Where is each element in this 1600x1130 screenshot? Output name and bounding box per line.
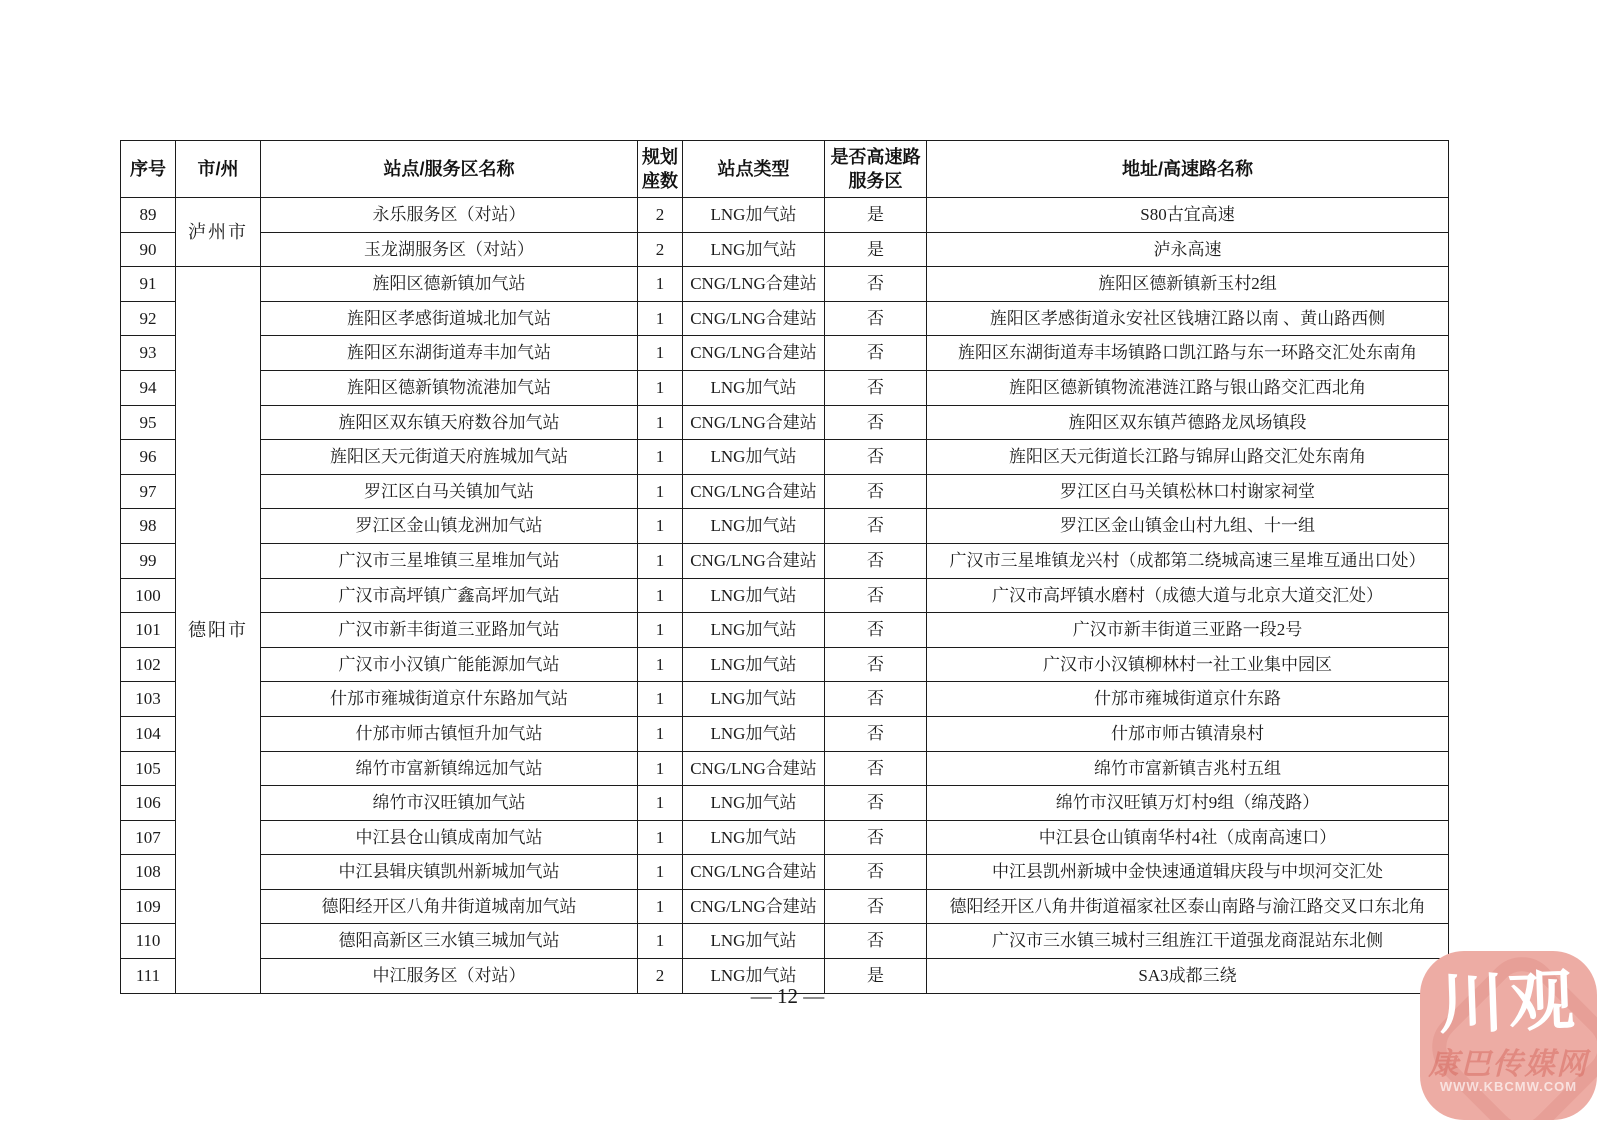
cell-index: 103	[121, 682, 176, 717]
cell-address: SA3成都三绕	[927, 959, 1449, 994]
cell-station-type: CNG/LNG合建站	[683, 405, 825, 440]
cell-planned-count: 1	[638, 301, 683, 336]
cell-highway-flag: 是	[825, 959, 927, 994]
cell-station-type: CNG/LNG合建站	[683, 889, 825, 924]
cell-index: 101	[121, 613, 176, 648]
cell-address: 广汉市三星堆镇龙兴村（成都第二绕城高速三星堆互通出口处）	[927, 543, 1449, 578]
cell-station-name: 中江县仓山镇成南加气站	[261, 820, 638, 855]
table-row	[121, 370, 1449, 405]
cell-station-type: LNG加气站	[683, 370, 825, 405]
cell-station-type: LNG加气站	[683, 578, 825, 613]
cell-address: 中江县凯州新城中金快速通道辑庆段与中坝河交汇处	[927, 855, 1449, 890]
cell-highway-flag: 否	[825, 924, 927, 959]
cell-highway-flag: 否	[825, 474, 927, 509]
cell-highway-flag: 否	[825, 578, 927, 613]
cell-address: 广汉市新丰街道三亚路一段2号	[927, 613, 1449, 648]
cell-planned-count: 1	[638, 647, 683, 682]
table-row	[121, 647, 1449, 682]
cell-station-name: 旌阳区天元街道天府旌城加气站	[261, 440, 638, 475]
cell-station-name: 什邡市雍城街道京什东路加气站	[261, 682, 638, 717]
cell-highway-flag: 否	[825, 440, 927, 475]
cell-station-type: LNG加气站	[683, 820, 825, 855]
table-header-row	[121, 141, 1449, 198]
header-index: 序号	[121, 141, 176, 198]
cell-highway-flag: 否	[825, 509, 927, 544]
cell-address: 中江县仓山镇南华村4社（成南高速口）	[927, 820, 1449, 855]
cell-address: 广汉市小汉镇柳林村一社工业集中园区	[927, 647, 1449, 682]
table-row	[121, 405, 1449, 440]
table-row	[121, 509, 1449, 544]
cell-index: 108	[121, 855, 176, 890]
cell-index: 110	[121, 924, 176, 959]
cell-index: 89	[121, 198, 176, 233]
cell-address: 罗江区白马关镇松林口村谢家祠堂	[927, 474, 1449, 509]
cell-planned-count: 2	[638, 198, 683, 233]
cell-index: 94	[121, 370, 176, 405]
watermark-subtitle: 康巴传媒网	[1428, 1048, 1589, 1081]
cell-planned-count: 1	[638, 405, 683, 440]
cell-address: 旌阳区天元街道长江路与锦屏山路交汇处东南角	[927, 440, 1449, 475]
cell-highway-flag: 否	[825, 751, 927, 786]
cell-index: 97	[121, 474, 176, 509]
cell-index: 105	[121, 751, 176, 786]
cell-station-type: LNG加气站	[683, 959, 825, 994]
cell-highway-flag: 否	[825, 820, 927, 855]
cell-planned-count: 1	[638, 267, 683, 302]
table-row	[121, 301, 1449, 336]
table-row	[121, 198, 1449, 233]
cell-station-name: 绵竹市汉旺镇加气站	[261, 786, 638, 821]
cell-planned-count: 1	[638, 578, 683, 613]
cell-address: 什邡市师古镇清泉村	[927, 716, 1449, 751]
watermark-title: 川观	[1437, 964, 1580, 1043]
cell-planned-count: 1	[638, 682, 683, 717]
cell-highway-flag: 否	[825, 647, 927, 682]
cell-station-type: LNG加气站	[683, 232, 825, 267]
cell-address: 旌阳区东湖街道寿丰场镇路口凯江路与东一环路交汇处东南角	[927, 336, 1449, 371]
cell-city: 德阳市	[176, 267, 261, 993]
cell-address: 旌阳区德新镇新玉村2组	[927, 267, 1449, 302]
cell-highway-flag: 否	[825, 370, 927, 405]
cell-address: 广汉市三水镇三城村三组旌江干道强龙商混站东北侧	[927, 924, 1449, 959]
cell-address: 泸永高速	[927, 232, 1449, 267]
cell-station-name: 旌阳区德新镇加气站	[261, 267, 638, 302]
cell-address: 旌阳区双东镇芦德路龙凤场镇段	[927, 405, 1449, 440]
cell-station-name: 德阳高新区三水镇三城加气站	[261, 924, 638, 959]
cell-index: 95	[121, 405, 176, 440]
cell-index: 107	[121, 820, 176, 855]
table-row	[121, 336, 1449, 371]
table-row	[121, 855, 1449, 890]
table-row	[121, 474, 1449, 509]
page-number: — 12 —	[750, 984, 825, 1008]
cell-highway-flag: 否	[825, 716, 927, 751]
cell-highway-flag: 否	[825, 889, 927, 924]
cell-planned-count: 1	[638, 716, 683, 751]
cell-station-type: CNG/LNG合建站	[683, 751, 825, 786]
cell-planned-count: 1	[638, 855, 683, 890]
table-row	[121, 889, 1449, 924]
cell-planned-count: 1	[638, 820, 683, 855]
cell-address: 广汉市高坪镇水磨村（成德大道与北京大道交汇处）	[927, 578, 1449, 613]
cell-station-type: LNG加气站	[683, 509, 825, 544]
cell-station-type: LNG加气站	[683, 786, 825, 821]
cell-station-name: 旌阳区双东镇天府数谷加气站	[261, 405, 638, 440]
table-row	[121, 613, 1449, 648]
cell-index: 99	[121, 543, 176, 578]
cell-station-type: LNG加气站	[683, 613, 825, 648]
cell-station-type: CNG/LNG合建站	[683, 543, 825, 578]
cell-highway-flag: 是	[825, 198, 927, 233]
header-highway-flag: 是否高速路服务区	[825, 141, 927, 198]
cell-index: 91	[121, 267, 176, 302]
watermark-badge	[1420, 951, 1597, 1120]
header-city: 市/州	[176, 141, 261, 198]
cell-station-type: LNG加气站	[683, 440, 825, 475]
cell-highway-flag: 否	[825, 855, 927, 890]
cell-highway-flag: 是	[825, 232, 927, 267]
cell-highway-flag: 否	[825, 405, 927, 440]
cell-address: 绵竹市富新镇吉兆村五组	[927, 751, 1449, 786]
cell-highway-flag: 否	[825, 682, 927, 717]
table-row	[121, 924, 1449, 959]
cell-planned-count: 1	[638, 889, 683, 924]
cell-index: 100	[121, 578, 176, 613]
table-row	[121, 440, 1449, 475]
cell-station-name: 广汉市小汉镇广能能源加气站	[261, 647, 638, 682]
cell-city: 泸州市	[176, 198, 261, 267]
table-row	[121, 232, 1449, 267]
cell-planned-count: 1	[638, 786, 683, 821]
cell-index: 106	[121, 786, 176, 821]
cell-station-name: 旌阳区孝感街道城北加气站	[261, 301, 638, 336]
cell-address: 什邡市雍城街道京什东路	[927, 682, 1449, 717]
cell-address: 旌阳区德新镇物流港涟江路与银山路交汇西北角	[927, 370, 1449, 405]
header-planned-count: 规划座数	[638, 141, 683, 198]
header-station-name: 站点/服务区名称	[261, 141, 638, 198]
table-row	[121, 543, 1449, 578]
cell-station-name: 绵竹市富新镇绵远加气站	[261, 751, 638, 786]
cell-highway-flag: 否	[825, 336, 927, 371]
cell-station-name: 旌阳区东湖街道寿丰加气站	[261, 336, 638, 371]
cell-station-name: 玉龙湖服务区（对站）	[261, 232, 638, 267]
table-row	[121, 820, 1449, 855]
cell-station-name: 旌阳区德新镇物流港加气站	[261, 370, 638, 405]
cell-planned-count: 2	[638, 959, 683, 994]
cell-address: 罗江区金山镇金山村九组、十一组	[927, 509, 1449, 544]
cell-station-name: 什邡市师古镇恒升加气站	[261, 716, 638, 751]
cell-index: 90	[121, 232, 176, 267]
cell-highway-flag: 否	[825, 267, 927, 302]
cell-station-name: 广汉市新丰街道三亚路加气站	[261, 613, 638, 648]
cell-planned-count: 2	[638, 232, 683, 267]
cell-station-type: CNG/LNG合建站	[683, 474, 825, 509]
cell-address: 绵竹市汉旺镇万灯村9组（绵茂路）	[927, 786, 1449, 821]
cell-station-type: LNG加气站	[683, 924, 825, 959]
cell-planned-count: 1	[638, 440, 683, 475]
cell-highway-flag: 否	[825, 301, 927, 336]
cell-station-type: CNG/LNG合建站	[683, 267, 825, 302]
table-row	[121, 716, 1449, 751]
table-row	[121, 786, 1449, 821]
cell-planned-count: 1	[638, 924, 683, 959]
cell-station-type: LNG加气站	[683, 682, 825, 717]
cell-index: 109	[121, 889, 176, 924]
cell-station-type: CNG/LNG合建站	[683, 855, 825, 890]
gas-station-table	[120, 140, 1449, 994]
cell-highway-flag: 否	[825, 613, 927, 648]
cell-station-type: CNG/LNG合建站	[683, 301, 825, 336]
cell-station-name: 罗江区白马关镇加气站	[261, 474, 638, 509]
header-address: 地址/高速路名称	[927, 141, 1449, 198]
cell-index: 96	[121, 440, 176, 475]
cell-station-name: 中江服务区（对站）	[261, 959, 638, 994]
cell-station-name: 广汉市高坪镇广鑫高坪加气站	[261, 578, 638, 613]
cell-planned-count: 1	[638, 543, 683, 578]
cell-station-type: LNG加气站	[683, 198, 825, 233]
cell-address: 德阳经开区八角井街道福家社区泰山南路与渝江路交叉口东北角	[927, 889, 1449, 924]
cell-planned-count: 1	[638, 370, 683, 405]
cell-address: S80古宜高速	[927, 198, 1449, 233]
cell-index: 111	[121, 959, 176, 994]
cell-highway-flag: 否	[825, 786, 927, 821]
cell-planned-count: 1	[638, 474, 683, 509]
cell-station-name: 永乐服务区（对站）	[261, 198, 638, 233]
table-row	[121, 751, 1449, 786]
cell-station-name: 广汉市三星堆镇三星堆加气站	[261, 543, 638, 578]
cell-address: 旌阳区孝感街道永安社区钱塘江路以南 、黄山路西侧	[927, 301, 1449, 336]
cell-station-name: 德阳经开区八角井街道城南加气站	[261, 889, 638, 924]
cell-station-type: CNG/LNG合建站	[683, 336, 825, 371]
cell-index: 98	[121, 509, 176, 544]
cell-planned-count: 1	[638, 613, 683, 648]
header-station-type: 站点类型	[683, 141, 825, 198]
table-body	[121, 198, 1449, 994]
table-row	[121, 267, 1449, 302]
cell-planned-count: 1	[638, 336, 683, 371]
cell-station-name: 罗江区金山镇龙洲加气站	[261, 509, 638, 544]
cell-planned-count: 1	[638, 509, 683, 544]
table-row	[121, 682, 1449, 717]
watermark-url: WWW.KBCMW.COM	[1439, 1079, 1578, 1094]
cell-index: 104	[121, 716, 176, 751]
cell-station-type: LNG加气站	[683, 716, 825, 751]
table-row	[121, 578, 1449, 613]
cell-index: 102	[121, 647, 176, 682]
cell-station-name: 中江县辑庆镇凯州新城加气站	[261, 855, 638, 890]
cell-index: 92	[121, 301, 176, 336]
cell-planned-count: 1	[638, 751, 683, 786]
cell-index: 93	[121, 336, 176, 371]
cell-station-type: LNG加气站	[683, 647, 825, 682]
cell-highway-flag: 否	[825, 543, 927, 578]
